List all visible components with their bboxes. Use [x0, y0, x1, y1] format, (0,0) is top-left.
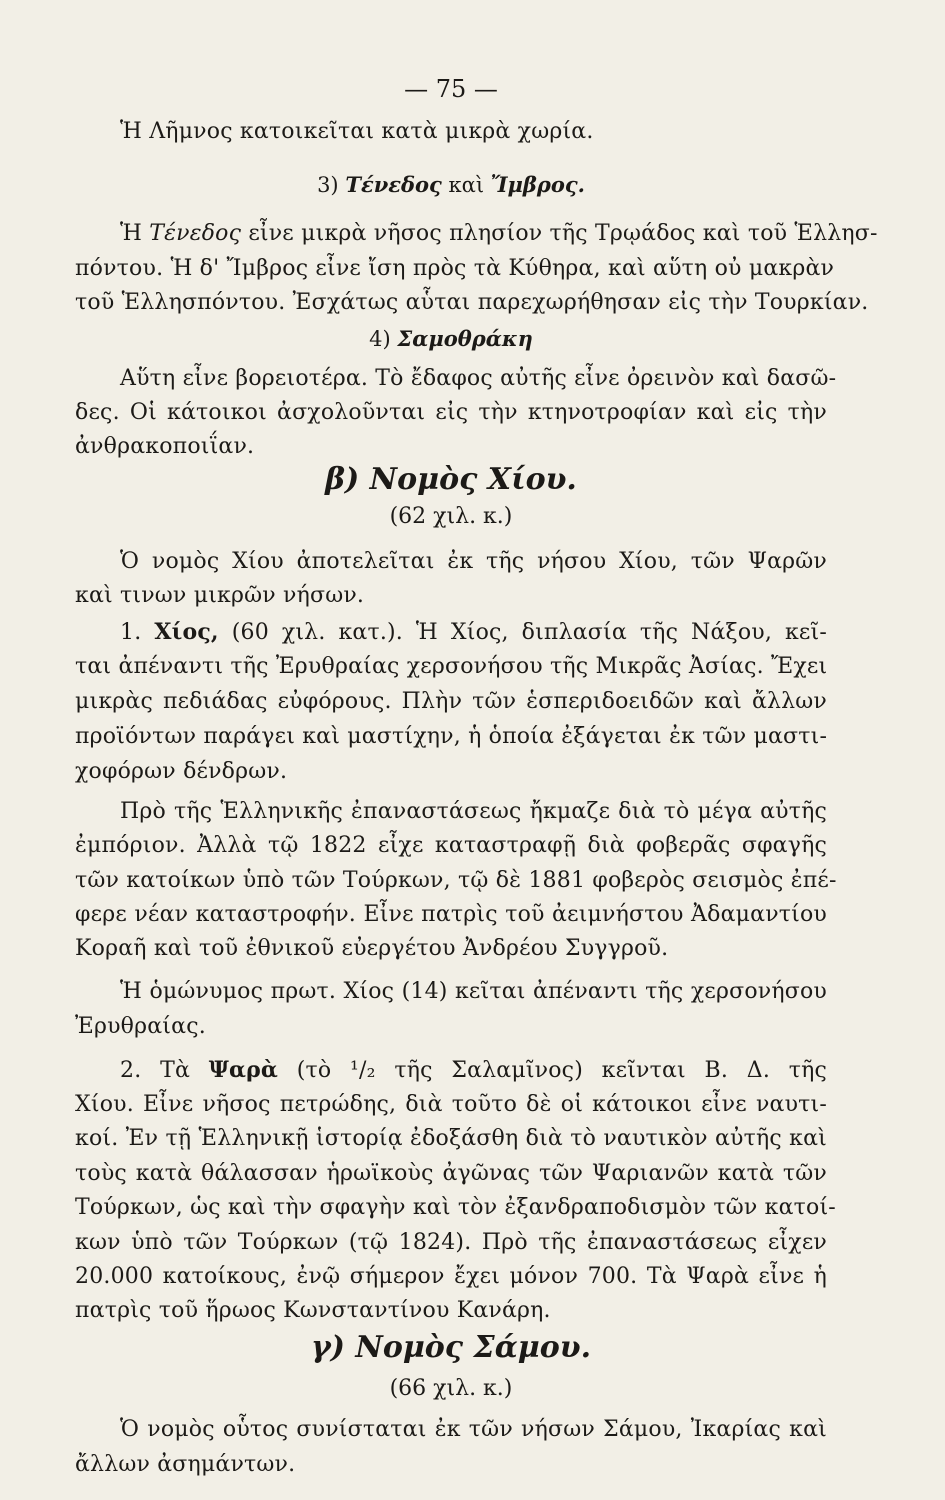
text-line: Ἡ Λῆμνος κατοικεῖται κατὰ μικρὰ χωρία.	[120, 119, 594, 144]
text-line: Κοραῆ καὶ τοῦ ἐθνικοῦ εὐεργέτου Ἀνδρέου Συγγροῦ.	[75, 936, 669, 961]
text-line: Ἡ Τένεδος εἶνε μικρὰ νῆσος πλησίον τῆς Τρῳάδος καὶ τοῦ Ἑλλησ-	[120, 221, 878, 246]
section-area-chios: (62 χιλ. κ.)	[389, 504, 513, 529]
text-line: φερε νέαν καταστροφήν. Εἶνε πατρὶς τοῦ ἀειμνήστου Ἀδαμαντίου	[75, 902, 827, 927]
text-line: χοφόρων δένδρων.	[75, 759, 288, 784]
text-line: δες. Οἱ κάτοικοι ἀσχολοῦνται εἰς τὴν κτηνοτροφίαν καὶ εἰς τὴν	[75, 400, 827, 425]
text-line: κων ὑπὸ τῶν Τούρκων (τῷ 1824). Πρὸ τῆς ἐπαναστάσεως εἶχεν	[75, 1230, 827, 1255]
text-line: πατρὶς τοῦ ἥρωος Κωνσταντίνου Κανάρη.	[75, 1298, 551, 1323]
text-line: μικρὰς πεδιάδας εὐφόρους. Πλὴν τῶν ἑσπεριδοειδῶν καὶ ἄλλων	[75, 689, 827, 714]
section-area-samos: (66 χιλ. κ.)	[389, 1376, 513, 1401]
text-line: Χίου. Εἶνε νῆσος πετρώδης, διὰ τοῦτο δὲ οἱ κάτοικοι εἶνε ναυτι-	[75, 1092, 827, 1117]
text-line: 1. Χίος, (60 χιλ. κατ.). Ἡ Χίος, διπλασία τῆς Νάξου, κεῖ-	[120, 619, 827, 645]
text-line: Πρὸ τῆς Ἑλληνικῆς ἐπαναστάσεως ἤκμαζε διὰ τὸ μέγα αὐτῆς	[120, 799, 827, 824]
subsection-heading-tenedos-imbros: 3) Τένεδος καὶ Ἴμβρος.	[317, 172, 585, 197]
text-line: ἀνθρακοποιΐαν.	[75, 434, 255, 459]
text-line: τοὺς κατὰ θάλασσαν ἡρωϊκοὺς ἀγῶνας τῶν Ψαριανῶν κατὰ τῶν	[75, 1161, 827, 1186]
text-line: Ὁ νομὸς Χίου ἀποτελεῖται ἐκ τῆς νήσου Χίου, τῶν Ψαρῶν	[120, 549, 827, 574]
section-heading-chios: β) Νομὸς Χίου.	[325, 462, 577, 497]
text-line: Ἐρυθραίας.	[75, 1014, 206, 1039]
text-line: προϊόντων παράγει καὶ μαστίχην, ἡ ὁποία ἐξάγεται ἐκ τῶν μαστι-	[75, 724, 828, 749]
subsection-heading-samothrace: 4) Σαμοθράκη	[369, 326, 533, 351]
text-line: Αὕτη εἶνε βορειοτέρα. Τὸ ἔδαφος αὐτῆς εἶνε ὀρεινὸν καὶ δασῶ-	[120, 366, 837, 391]
text-line: 20.000 κατοίκους, ἐνῷ σήμερον ἔχει μόνον 700. Τὰ Ψαρὰ εἶνε ἡ	[75, 1264, 827, 1289]
text-line: τῶν κατοίκων ὑπὸ τῶν Τούρκων, τῷ δὲ 1881 φοβερὸς σεισμὸς ἐπέ-	[75, 868, 837, 893]
text-line: Ὁ νομὸς οὗτος συνίσταται ἐκ τῶν νήσων Σάμου, Ἰκαρίας καὶ	[120, 1417, 827, 1442]
text-line: καὶ τινων μικρῶν νήσων.	[75, 583, 365, 608]
text-line: 2. Τὰ Ψαρὰ (τὸ ¹/₂ τῆς Σαλαμῖνος) κεῖνται Β. Δ. τῆς	[120, 1057, 827, 1083]
text-line: ἄλλων ἀσημάντων.	[75, 1452, 296, 1477]
text-line: πόντου. Ἡ δ' Ἴμβρος εἶνε ἴση πρὸς τὰ Κύθηρα, καὶ αὕτη οὐ μακρὰν	[75, 256, 835, 281]
text-line: Ἡ ὁμώνυμος πρωτ. Χίος (14) κεῖται ἀπέναντι τῆς χερσονήσου	[120, 979, 827, 1004]
text-line: ται ἀπέναντι τῆς Ἐρυθραίας χερσονήσου τῆς Μικρᾶς Ἀσίας. Ἔχει	[75, 654, 828, 679]
text-line: ἐμπόριον. Ἀλλὰ τῷ 1822 εἶχε καταστραφῇ διὰ φοβερᾶς σφαγῆς	[75, 833, 827, 858]
text-line: Τούρκων, ὡς καὶ τὴν σφαγὴν καὶ τὸν ἐξανδραποδισμὸν τῶν κατοί-	[75, 1195, 836, 1220]
text-line: κοί. Ἐν τῇ Ἑλληνικῇ ἱστορίᾳ ἐδοξάσθη διὰ τὸ ναυτικὸν αὐτῆς καὶ	[75, 1126, 827, 1151]
section-heading-samos: γ) Νομὸς Σάμου.	[310, 1330, 592, 1365]
page-number: — 75 —	[404, 75, 498, 103]
text-line: τοῦ Ἑλλησπόντου. Ἐσχάτως αὗται παρεχωρήθησαν εἰς τὴν Τουρκίαν.	[75, 290, 869, 315]
